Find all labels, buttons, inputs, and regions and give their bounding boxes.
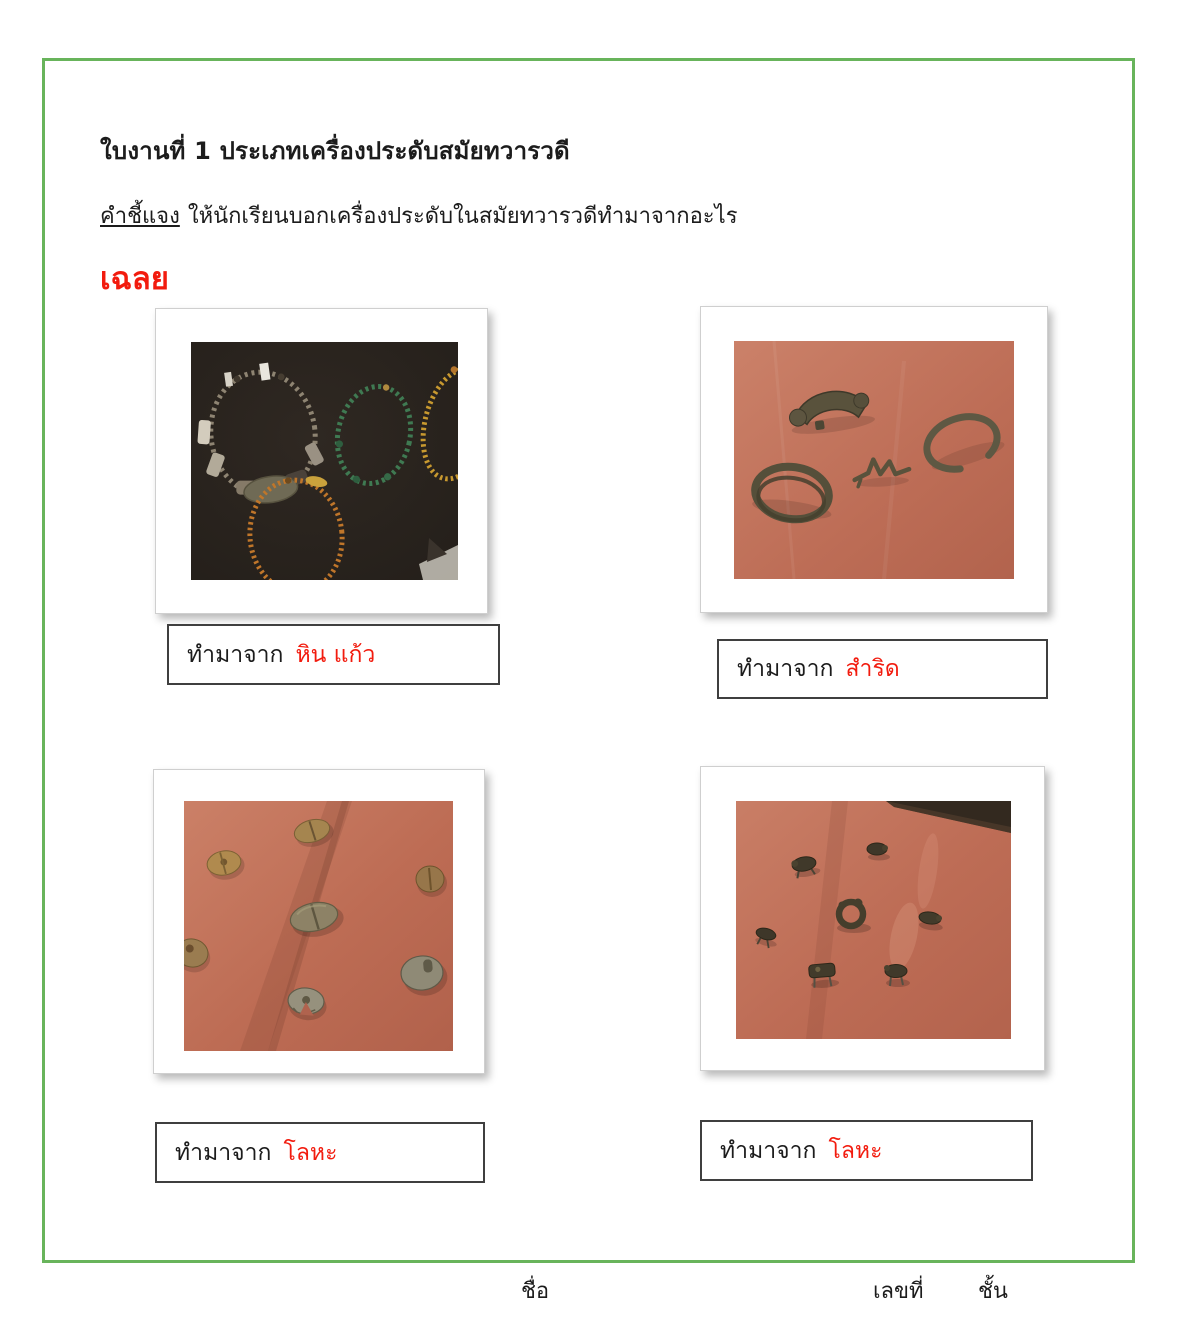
class-label: ชั้น: [978, 1279, 1008, 1304]
caption-answer-2: สำริด: [845, 656, 900, 682]
instruction-text: ให้นักเรียนบอกเครื่องประดับในสมัยทวารวดีทำมาจากอะไร: [187, 204, 738, 229]
instruction-line: [100, 198, 738, 233]
page-border: [42, 58, 1135, 1304]
caption-answer-3: โลหะ: [283, 1139, 338, 1166]
bronze-rings-graphic: [734, 341, 1014, 579]
caption-box-4: [700, 1120, 1033, 1181]
small-ornaments-graphic: [736, 801, 1011, 1039]
caption-answer-4: โลหะ: [828, 1137, 883, 1164]
caption-label-4: ทำมาจาก: [720, 1137, 817, 1164]
answer-key-heading: เฉลย: [100, 261, 169, 297]
instruction-label: คำชี้แจง: [100, 204, 180, 229]
caption-box-2: [717, 639, 1048, 699]
caption-label-2: ทำมาจาก: [737, 656, 834, 682]
metal-discs-graphic: [184, 801, 453, 1051]
photo-bronze-rings: [700, 306, 1048, 613]
necklaces-graphic: [191, 342, 458, 580]
photo-necklaces: [155, 308, 488, 614]
caption-box-1: [167, 624, 500, 685]
photo-small-ornaments: [700, 766, 1045, 1071]
name-label: ชื่อ: [521, 1279, 550, 1304]
caption-box-3: [155, 1122, 485, 1183]
photo-metal-discs: [153, 769, 485, 1074]
caption-label-1: ทำมาจาก: [187, 641, 284, 668]
worksheet-title: ใบงานที่ 1 ประเภทเครื่องประดับสมัยทวารวดี: [100, 137, 570, 165]
caption-label-3: ทำมาจาก: [175, 1139, 272, 1166]
number-label: เลขที่: [873, 1279, 924, 1304]
caption-answer-1: หิน แก้ว: [295, 641, 376, 668]
